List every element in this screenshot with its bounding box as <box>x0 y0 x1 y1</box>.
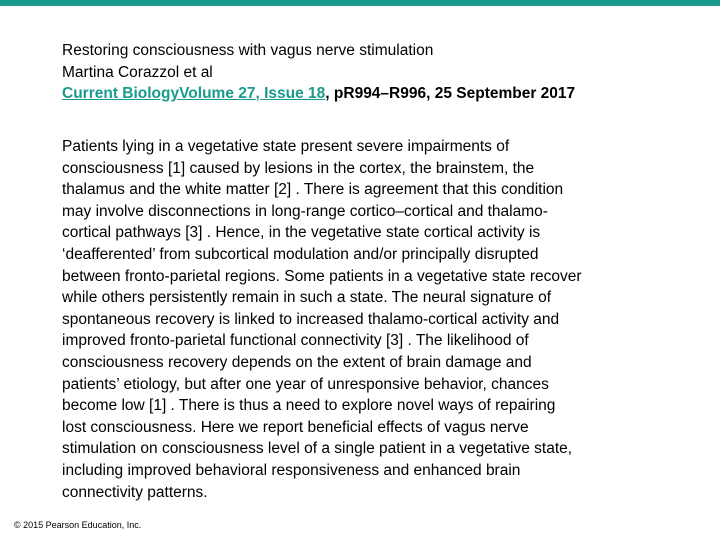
abstract-line: patients’ etiology, but after one year of unresponsive behavior, chances <box>62 375 549 393</box>
article-title: Restoring consciousness with vagus nerve stimulation <box>62 42 434 59</box>
abstract-line: become low [1] . There is thus a need to explore novel ways of repairing <box>62 397 556 415</box>
abstract-line: cortical pathways [3] . Hence, in the vegetative state cortical activity is <box>62 224 541 242</box>
abstract-line: between fronto-parietal regions. Some patients in a vegetative state recover <box>62 267 582 285</box>
abstract-text <box>62 136 672 503</box>
abstract-line: spontaneous recovery is linked to increased thalamo-cortical activity and <box>62 310 560 328</box>
top-accent-bar <box>0 0 720 6</box>
abstract-line: consciousness [1] caused by lesions in the cortex, the brainstem, the <box>62 159 535 177</box>
abstract-line: thalamus and the white matter [2] . There is agreement that this condition <box>62 181 564 199</box>
abstract-line: lost consciousness. Here we report beneficial effects of vagus nerve <box>62 418 529 436</box>
abstract-line: ‘deafferented’ from subcortical modulation and/or principally disrupted <box>62 245 539 263</box>
article-authors: Martina Corazzol et al <box>62 63 213 81</box>
article-header <box>62 40 575 105</box>
abstract-line: stimulation on consciousness level of a single patient in a vegetative state, <box>62 440 573 458</box>
abstract-line: including improved behavioral responsiveness and enhanced brain <box>62 461 521 479</box>
abstract-line: improved fronto-parietal functional connectivity [3] . The likelihood of <box>62 332 529 350</box>
abstract-line: Patients lying in a vegetative state present severe impairments of <box>62 138 510 155</box>
abstract-line: may involve disconnections in long-range cortico–cortical and thalamo- <box>62 202 548 220</box>
article-citation <box>62 83 575 105</box>
abstract-line: while others persistently remain in such a state. The neural signature of <box>62 289 552 307</box>
citation-details: , pR994–R996, 25 September 2017 <box>325 85 576 102</box>
abstract-line: consciousness recovery depends on the extent of brain damage and <box>62 353 532 371</box>
copyright-notice: © 2015 Pearson Education, Inc. <box>14 520 142 530</box>
journal-link[interactable]: Current BiologyVolume 27, Issue 18 <box>62 85 326 102</box>
abstract-line: connectivity patterns. <box>62 483 208 501</box>
